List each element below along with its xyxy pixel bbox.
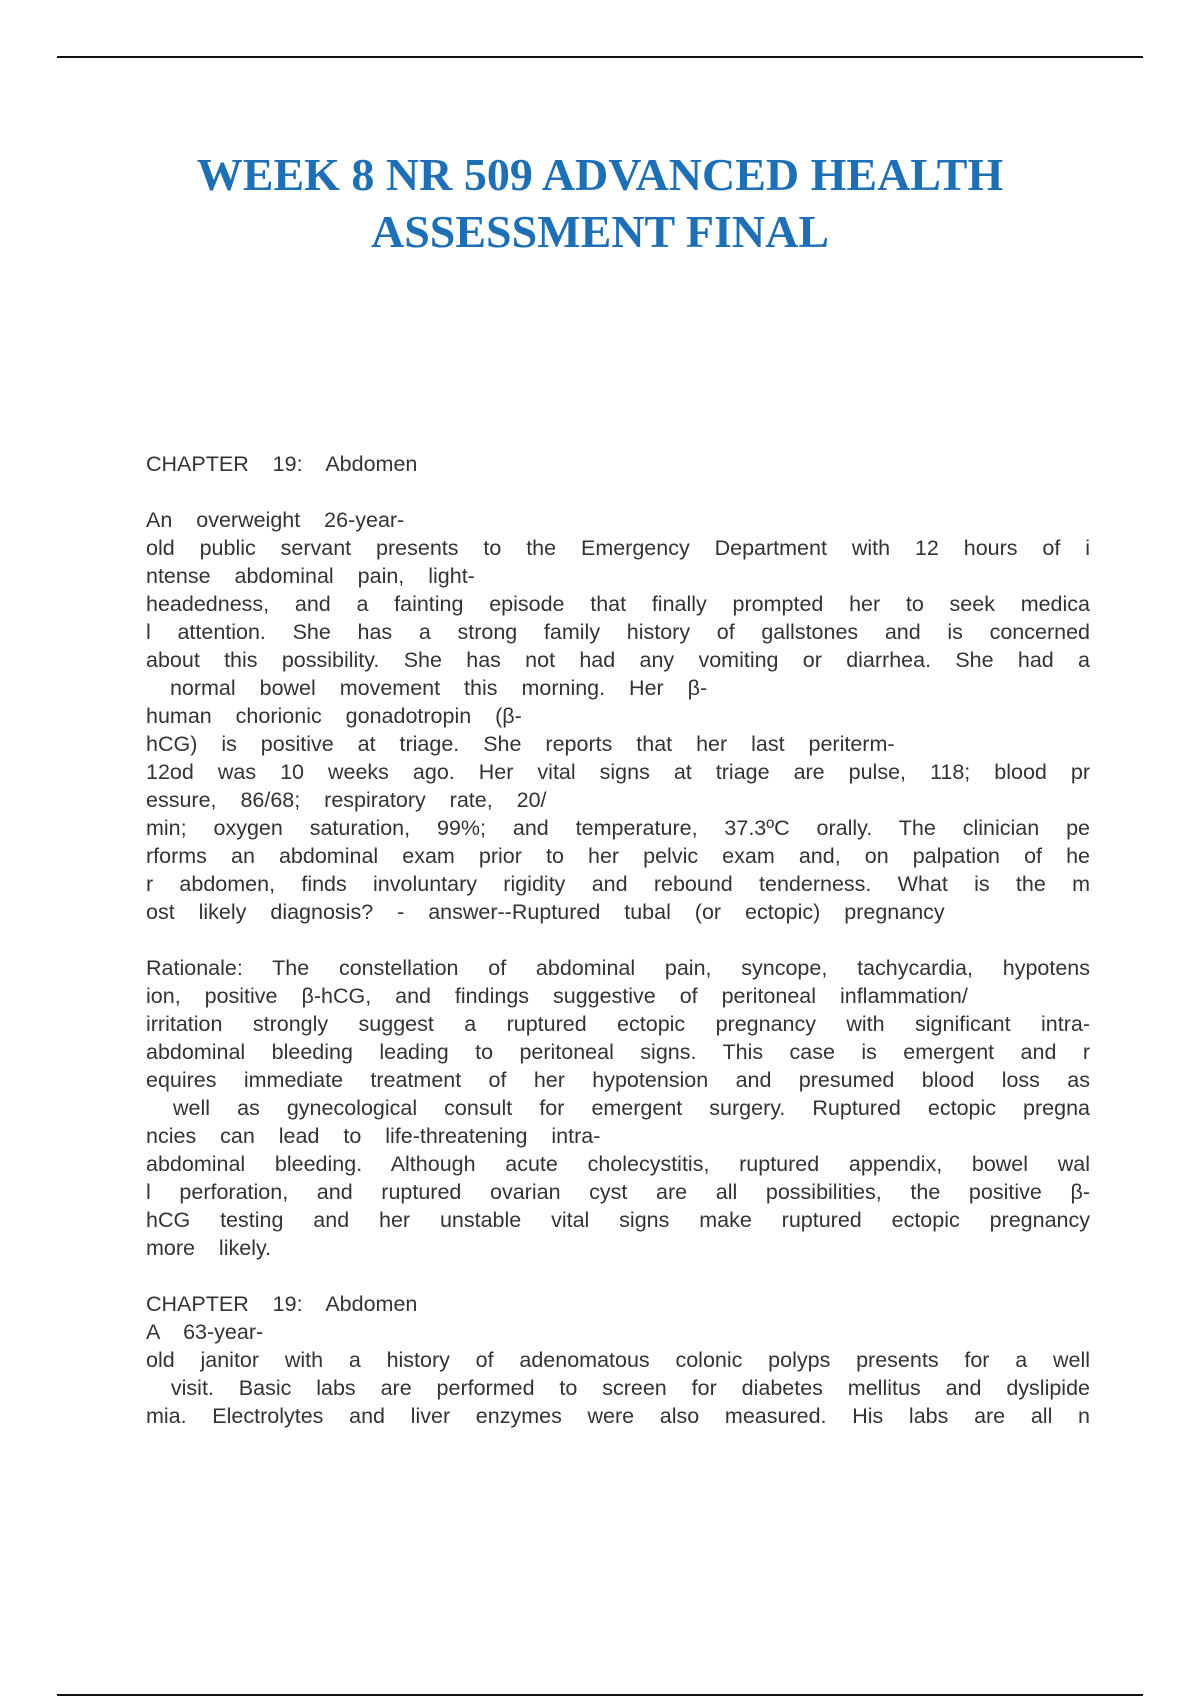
question-line: ntense abdominal pain, light- <box>146 564 475 588</box>
question-line: hCG) is positive at triage. She reports that her last periterm- <box>146 732 895 756</box>
chapter-heading: CHAPTER 19: Abdomen <box>146 452 418 476</box>
question-line: essure, 86/68; respiratory rate, 20/ <box>146 788 547 812</box>
question-line: An overweight 26-year- <box>146 508 405 532</box>
rationale-line: irritation strongly suggest a ruptured ectopic pregnancy with significant intra- <box>146 1012 1090 1036</box>
document-title <box>100 146 1100 260</box>
rationale-line: ion, positive β-hCG, and findings suggestive of peritoneal inflammation/ <box>146 984 968 1008</box>
question-line: mia. Electrolytes and liver enzymes were also measured. His labs are all n <box>146 1404 1090 1428</box>
question-line: human chorionic gonadotropin (β- <box>146 704 522 728</box>
question-line: headedness, and a fainting episode that finally prompted her to seek medica <box>146 592 1090 616</box>
question-line: r abdomen, finds involuntary rigidity and rebound tenderness. What is the m <box>146 872 1090 896</box>
question-line: old janitor with a history of adenomatous colonic polyps presents for a well <box>146 1348 1090 1372</box>
question-line: A 63-year- <box>146 1320 264 1344</box>
rationale-line: Rationale: The constellation of abdominal pain, syncope, tachycardia, hypotens <box>146 956 1090 980</box>
document-body <box>146 450 1090 1430</box>
question-line: rforms an abdominal exam prior to her pelvic exam and, on palpation of he <box>146 844 1090 868</box>
question-line: visit. Basic labs are performed to screen for diabetes mellitus and dyslipide <box>146 1376 1090 1400</box>
question-line: about this possibility. She has not had any vomiting or diarrhea. She had a <box>146 648 1090 672</box>
rationale-line: more likely. <box>146 1236 272 1260</box>
question-line: min; oxygen saturation, 99%; and temperature, 37.3ºC orally. The clinician pe <box>146 816 1090 840</box>
paragraph-spacer <box>146 926 1090 954</box>
top-rule <box>57 56 1143 58</box>
question-line: old public servant presents to the Emergency Department with 12 hours of i <box>146 536 1090 560</box>
rationale-line: equires immediate treatment of her hypotension and presumed blood loss as <box>146 1068 1090 1092</box>
title-line-1: WEEK 8 NR 509 ADVANCED HEALTH <box>196 149 1004 200</box>
rationale-line: ncies can lead to life-threatening intra- <box>146 1124 601 1148</box>
question-line: 12od was 10 weeks ago. Her vital signs at triage are pulse, 118; blood pr <box>146 760 1090 784</box>
paragraph-spacer <box>146 1262 1090 1290</box>
rationale-line: abdominal bleeding leading to peritoneal signs. This case is emergent and r <box>146 1040 1090 1064</box>
bottom-rule <box>57 1694 1143 1696</box>
title-line-2: ASSESSMENT FINAL <box>370 206 830 257</box>
rationale-line: l perforation, and ruptured ovarian cyst are all possibilities, the positive β- <box>146 1180 1090 1204</box>
question-line: l attention. She has a strong family history of gallstones and is concerned <box>146 620 1090 644</box>
rationale-line: hCG testing and her unstable vital signs make ruptured ectopic pregnancy <box>146 1208 1090 1232</box>
chapter-heading: CHAPTER 19: Abdomen <box>146 1292 418 1316</box>
question-answer-line: ost likely diagnosis? - answer--Ruptured tubal (or ectopic) pregnancy <box>146 900 945 924</box>
rationale-line: well as gynecological consult for emergent surgery. Ruptured ectopic pregna <box>146 1096 1090 1120</box>
paragraph-spacer <box>146 478 1090 506</box>
rationale-line: abdominal bleeding. Although acute cholecystitis, ruptured appendix, bowel wal <box>146 1152 1090 1176</box>
question-line: normal bowel movement this morning. Her β- <box>146 676 708 700</box>
